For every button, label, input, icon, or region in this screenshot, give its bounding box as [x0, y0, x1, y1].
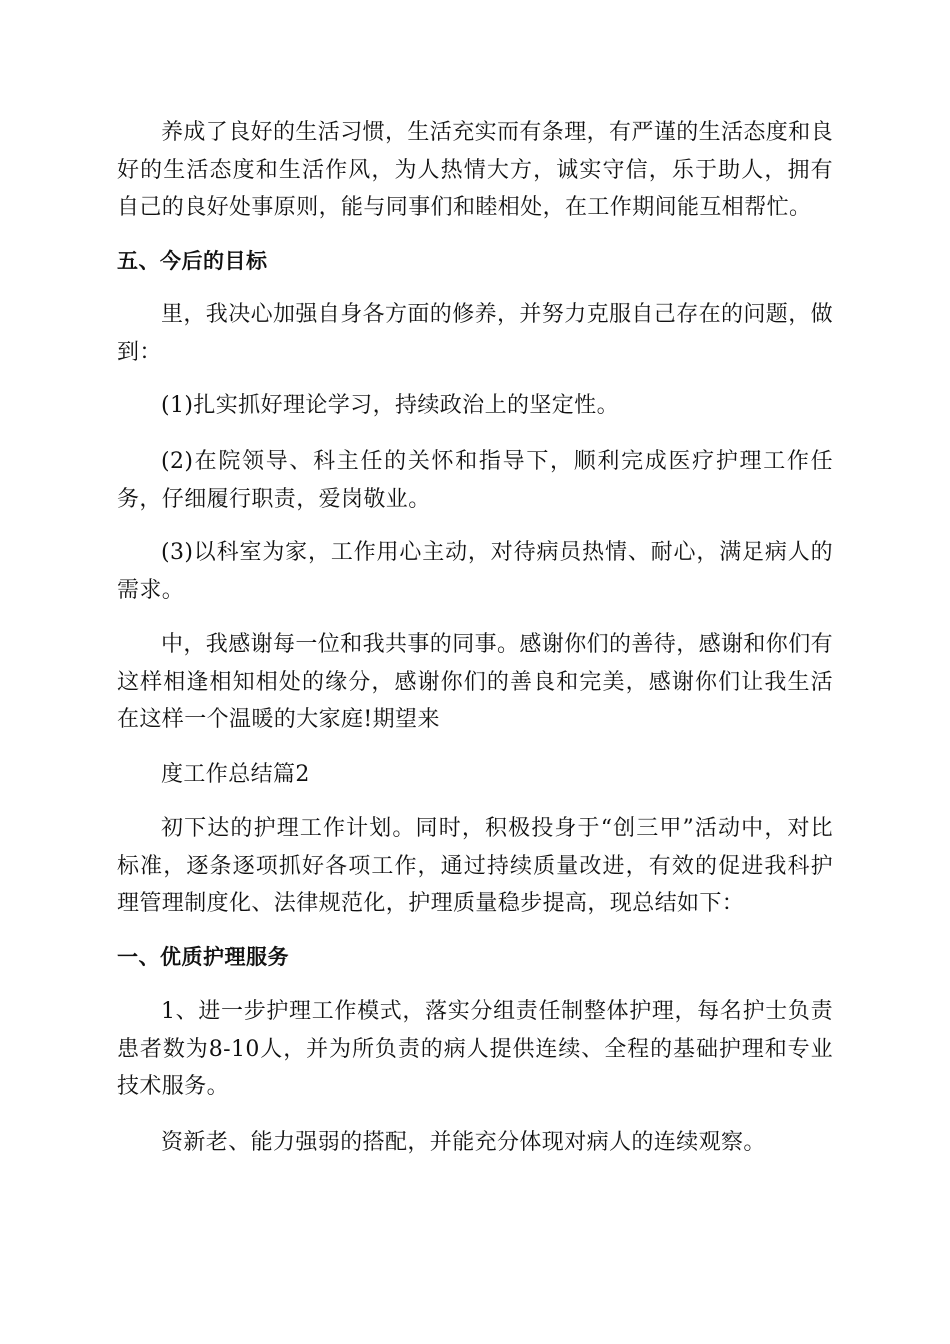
paragraph-goal-3: (3)以科室为家，工作用心主动，对待病员热情、耐心，满足病人的需求。 [117, 540, 833, 603]
paragraph-thanks: 中，我感谢每一位和我共事的同事。感谢你们的善待，感谢和你们有这样相逢相知相处的缘分，感谢你们的善良和完美，感谢你们让我生活在这样一个温暖的大家庭!期望来 [117, 632, 834, 732]
paragraph-resolve: 里，我决心加强自身各方面的修养，并努力克服自己存在的问题，做到： [117, 302, 834, 365]
heading-future-goals: 五、今后的目标 [117, 249, 268, 273]
paragraph-nursing-model: 1、进一步护理工作模式，落实分组责任制整体护理，每名护士负责患者数为8-10人，并为所负责的病人提供连续、全程的基础护理和专业技术服务。 [117, 999, 833, 1099]
paragraph-lifestyle: 养成了良好的生活习惯，生活充实而有条理，有严谨的生活态度和良好的生活态度和生活作风，为人热情大方，诚实守信，乐于助人，拥有自己的良好处事原则，能与同事们和睦相处，在工作期间能互相帮忙。 [117, 120, 834, 220]
heading-quality-nursing: 一、优质护理服务 [117, 945, 289, 969]
paragraph-goal-1: (1)扎实抓好理论学习，持续政治上的坚定性。 [161, 393, 619, 418]
paragraph-plan: 初下达的护理工作计划。同时，积极投身于“创三甲”活动中，对比标准，逐条逐项抓好各项工作，通过持续质量改进，有效的促进我科护理管理制度化、法律规范化，护理质量稳步提高，现总结如下： [117, 816, 833, 916]
paragraph-goal-2: (2)在院领导、科主任的关怀和指导下，顺利完成医疗护理工作任务，仔细履行职责，爱岗敬业。 [117, 449, 833, 512]
paragraph-staff-pairing: 资新老、能力强弱的搭配，并能充分体现对病人的连续观察。 [161, 1130, 766, 1155]
paragraph-summary-title: 度工作总结篇2 [161, 762, 310, 787]
